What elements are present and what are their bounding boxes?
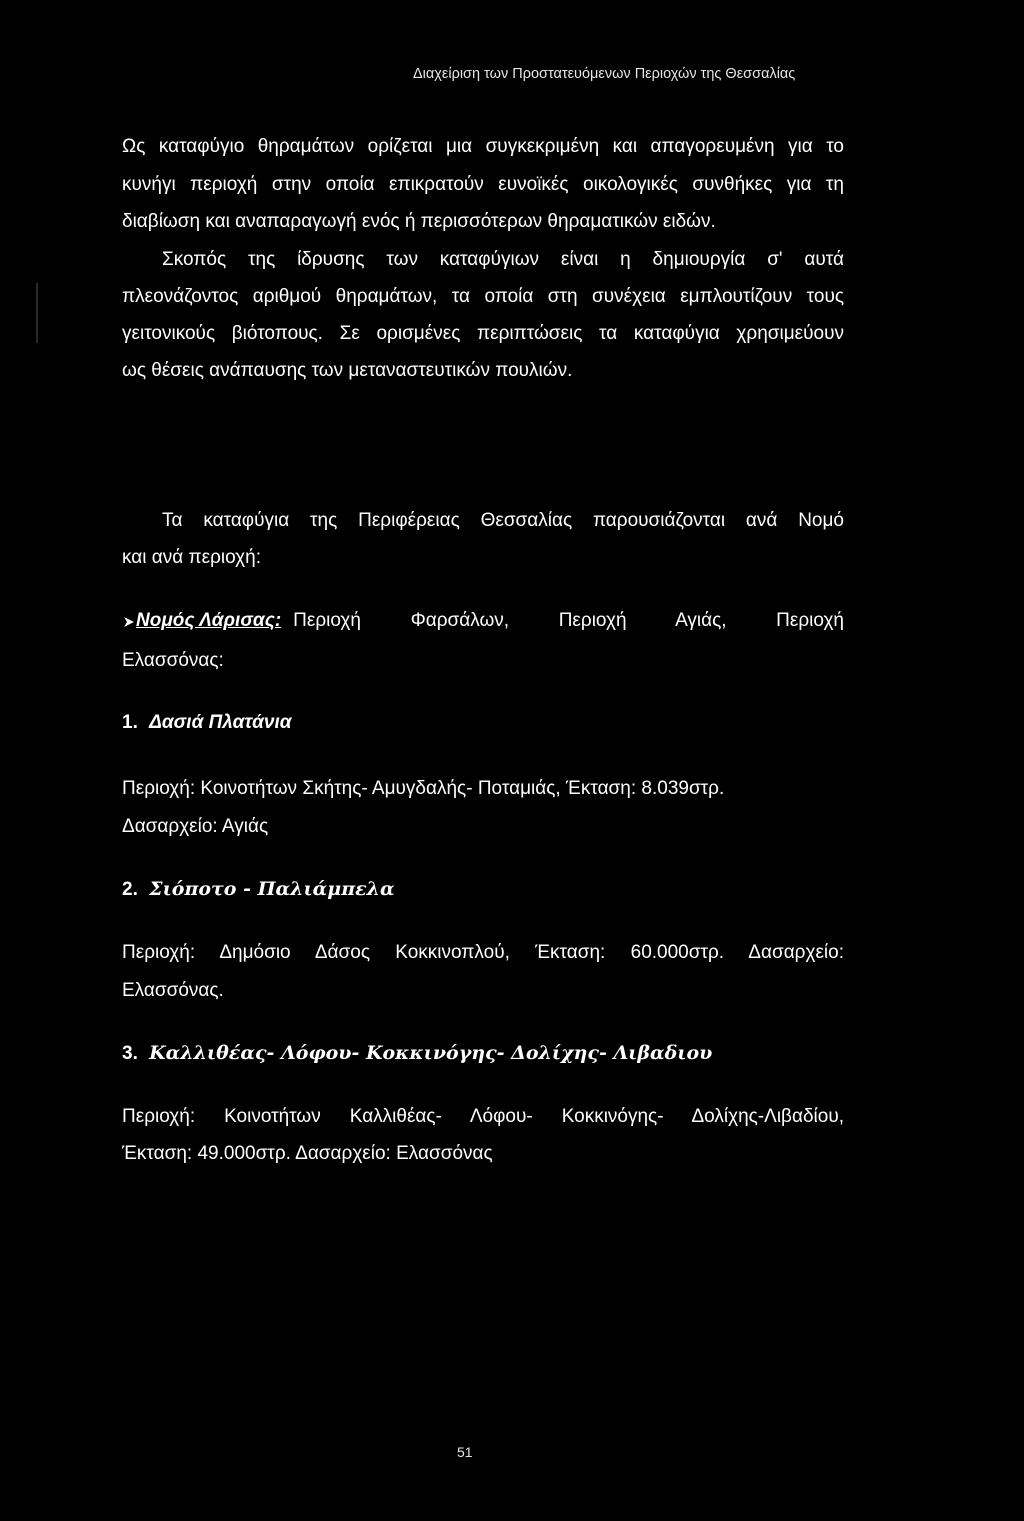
item-forestry-office: Δασαρχείο: Αγιάς [122,816,269,837]
text-line: διαβίωση και αναπαραγωγή ενός ή περισσότερων θηραματικών ειδών. [122,211,716,232]
text-line: και ανά περιοχή: [122,547,261,568]
text-line: Ελασσόνας: [122,650,224,671]
item-forestry-office: Ελασσόνας. [122,980,224,1001]
text-line: ως θέσεις ανάπαυσης των μεταναστευτικών πουλιών. [122,360,573,381]
text-line: Σκοπός της ίδρυσης των καταφύγιων είναι η δημιουργία σ' αυτά [162,249,844,270]
bullet-line [122,610,844,632]
item-title: Δασιά Πλατάνια [149,712,292,733]
item-title: Καλλιθέας- Λόφου- Κοκκινόγης- Δολίχης- Λιβαδιου [149,1042,713,1064]
text-line: κυνήγι περιοχή στην οποία επικρατούν ευνοϊκές οικολογικές συνθήκες για τη [122,174,844,195]
item-number: 2. [122,879,138,900]
prefecture-title: Νομός Λάρισας: [136,610,282,631]
item-number: 1. [122,712,138,733]
item-number: 3. [122,1043,138,1064]
item-details: Περιοχή: Δημόσιο Δάσος Κοκκινοπλού, Έκταση: 60.000στρ. Δασαρχείο: [122,942,844,963]
text-line: Τα καταφύγια της Περιφέρειας Θεσσαλίας παρουσιάζονται ανά Νομό [162,510,844,531]
margin-mark [36,283,38,343]
item-details: Περιοχή: Κοινοτήτων Σκήτης- Αμυγδαλής- Ποταμιάς, Έκταση: 8.039στρ. [122,778,725,799]
prefecture-regions: Περιοχή Φαρσάλων, Περιοχή Αγιάς, Περιοχή [293,610,844,631]
page-number: 51 [457,1444,473,1460]
item-heading [122,878,395,901]
text-line: πλεονάζοντος αριθμού θηραμάτων, τα οποία στη συνέχεια εμπλουτίζουν τους [122,286,844,307]
item-forestry-office: Έκταση: 49.000στρ. Δασαρχείο: Ελασσόνας [122,1143,493,1164]
item-title: Σιόποτο - Παλιάμπελα [149,878,395,900]
running-header: Διαχείριση των Προστατευόμενων Περιοχών της Θεσσαλίας [413,66,796,82]
bullet-arrow-icon [122,613,136,631]
item-heading [122,1042,712,1065]
item-heading [122,712,292,734]
text-line: Ως καταφύγιο θηραμάτων ορίζεται μια συγκεκριμένη και απαγορευμένη για το [122,136,844,157]
item-details: Περιοχή: Κοινοτήτων Καλλιθέας- Λόφου- Κοκκινόγης- Δολίχης-Λιβαδίου, [122,1106,844,1127]
text-line: γειτονικούς βιότοπους. Σε ορισμένες περιπτώσεις τα καταφύγια χρησιμεύουν [122,323,844,344]
